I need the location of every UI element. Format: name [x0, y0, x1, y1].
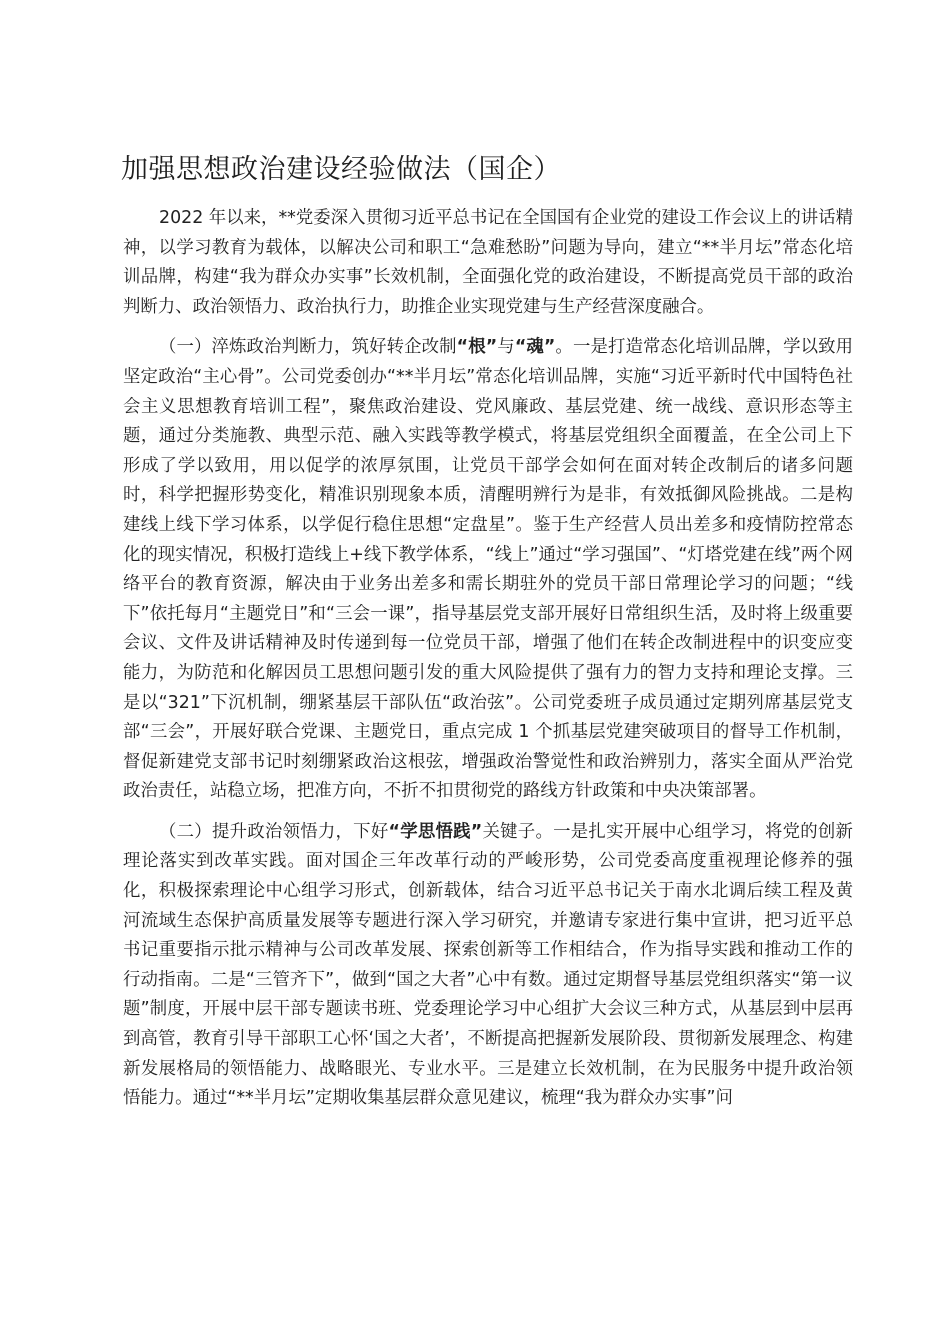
document-title: 加强思想政治建设经验做法（国企）	[121, 154, 561, 185]
intro-paragraph: 2022 年以来，**党委深入贯彻习近平总书记在全国国有企业党的建设工作会议上的讲话精神，以学习教育为载体，以解决公司和职工“急难愁盼”问题为导向，建立“**半月坛”常态化培训品牌，构建“我为群众办实事”长效机制，全面强化党的政治建设，不断提高党员干部的政治判断力、政治领悟力、政治执行力，助推企业实现党建与生产经营深度融合。	[123, 208, 853, 317]
document-page	[123, 150, 853, 1125]
section-2-heading: （二）提升政治领悟力，下好“学思悟践”关键子。	[159, 821, 554, 842]
section-1-heading: （一）淬炼政治判断力，筑好转企改制“根”与“魂”。	[159, 337, 573, 358]
section-1-body: 一是打造常态化培训品牌，学以致用坚定政治“主心骨”。公司党委创办“**半月坛”常态化培训品牌，实施“习近平新时代中国特色社会主义思想教育培训工程”，聚焦政治建设、党风廉政、基层党建、统一战线、意识形态等主题，通过分类施教、典型示范、融入实践等教学模式，将基层党组织全面覆盖，在全公司上下形成了学以致用，用以促学的浓厚氛围，让党员干部学会如何在面对转企改制后的诸多问题时，科学把握形势变化，精准识别现象本质，清醒明辨行为是非，有效抵御风险挑战。二是构建线上线下学习体系，以学促行稳住思想“定盘星”。鉴于生产经营人员出差多和疫情防控常态化的现实情况，积极打造线上+线下教学体系，“线上”通过“学习强国”、“灯塔党建在线”两个网络平台的教育资源，解决由于业务出差多和需长期驻外的党员干部日常理论学习的问题；“线下”依托每月“主题党日”和“三会一课”，指导基层党支部开展好日常组织生活，及时将上级重要会议、文件及讲话精神及时传递到每一位党员干部，增强了他们在转企改制进程中的识变应变能力，为防范和化解因员工思想问题引发的重大风险提供了强有力的智力支持和理论支撑。三是以“321”下沉机制，绷紧基层干部队伍“政治弦”。公司党委班子成员通过定期列席基层党支部“三会”，开展好联合党课、主题党日，重点完成 1 个抓基层党建突破项目的督导工作机制，督促新建党支部书记时刻绷紧政治这根弦，增强政治警觉性和政治辨别力，落实全面从严治党政治责任，站稳立场，把准方向，不折不扣贯彻党的路线方针政策和中央决策部署。	[123, 337, 853, 802]
section-2-paragraph	[123, 818, 853, 1114]
section-2-body: 一是扎实开展中心组学习，将党的创新理论落实到改革实践。面对国企三年改革行动的严峻形势，公司党委高度重视理论修养的强化，积极探索理论中心组学习形式，创新载体，结合习近平总书记关于南水北调后续工程及黄河流域生态保护高质量发展等专题进行深入学习研究，并邀请专家进行集中宣讲，把习近平总书记重要指示批示精神与公司改革发展、探索创新等工作相结合，作为指导实践和推动工作的行动指南。二是“三管齐下”，做到“国之大者”心中有数。通过定期督导基层党组织落实“第一议题”制度，开展中层干部专题读书班、党委理论学习中心组扩大会议三种方式，从基层到中层再到高管，教育引导干部职工心怀‘国之大者’，不断提高把握新发展阶段、贯彻新发展理念、构建新发展格局的领悟能力、战略眼光、专业水平。三是建立长效机制，在为民服务中提升政治领悟能力。通过“**半月坛”定期收集基层群众意见建议，梳理“我为群众办实事”问	[123, 821, 853, 1109]
section-1-paragraph	[123, 333, 853, 807]
